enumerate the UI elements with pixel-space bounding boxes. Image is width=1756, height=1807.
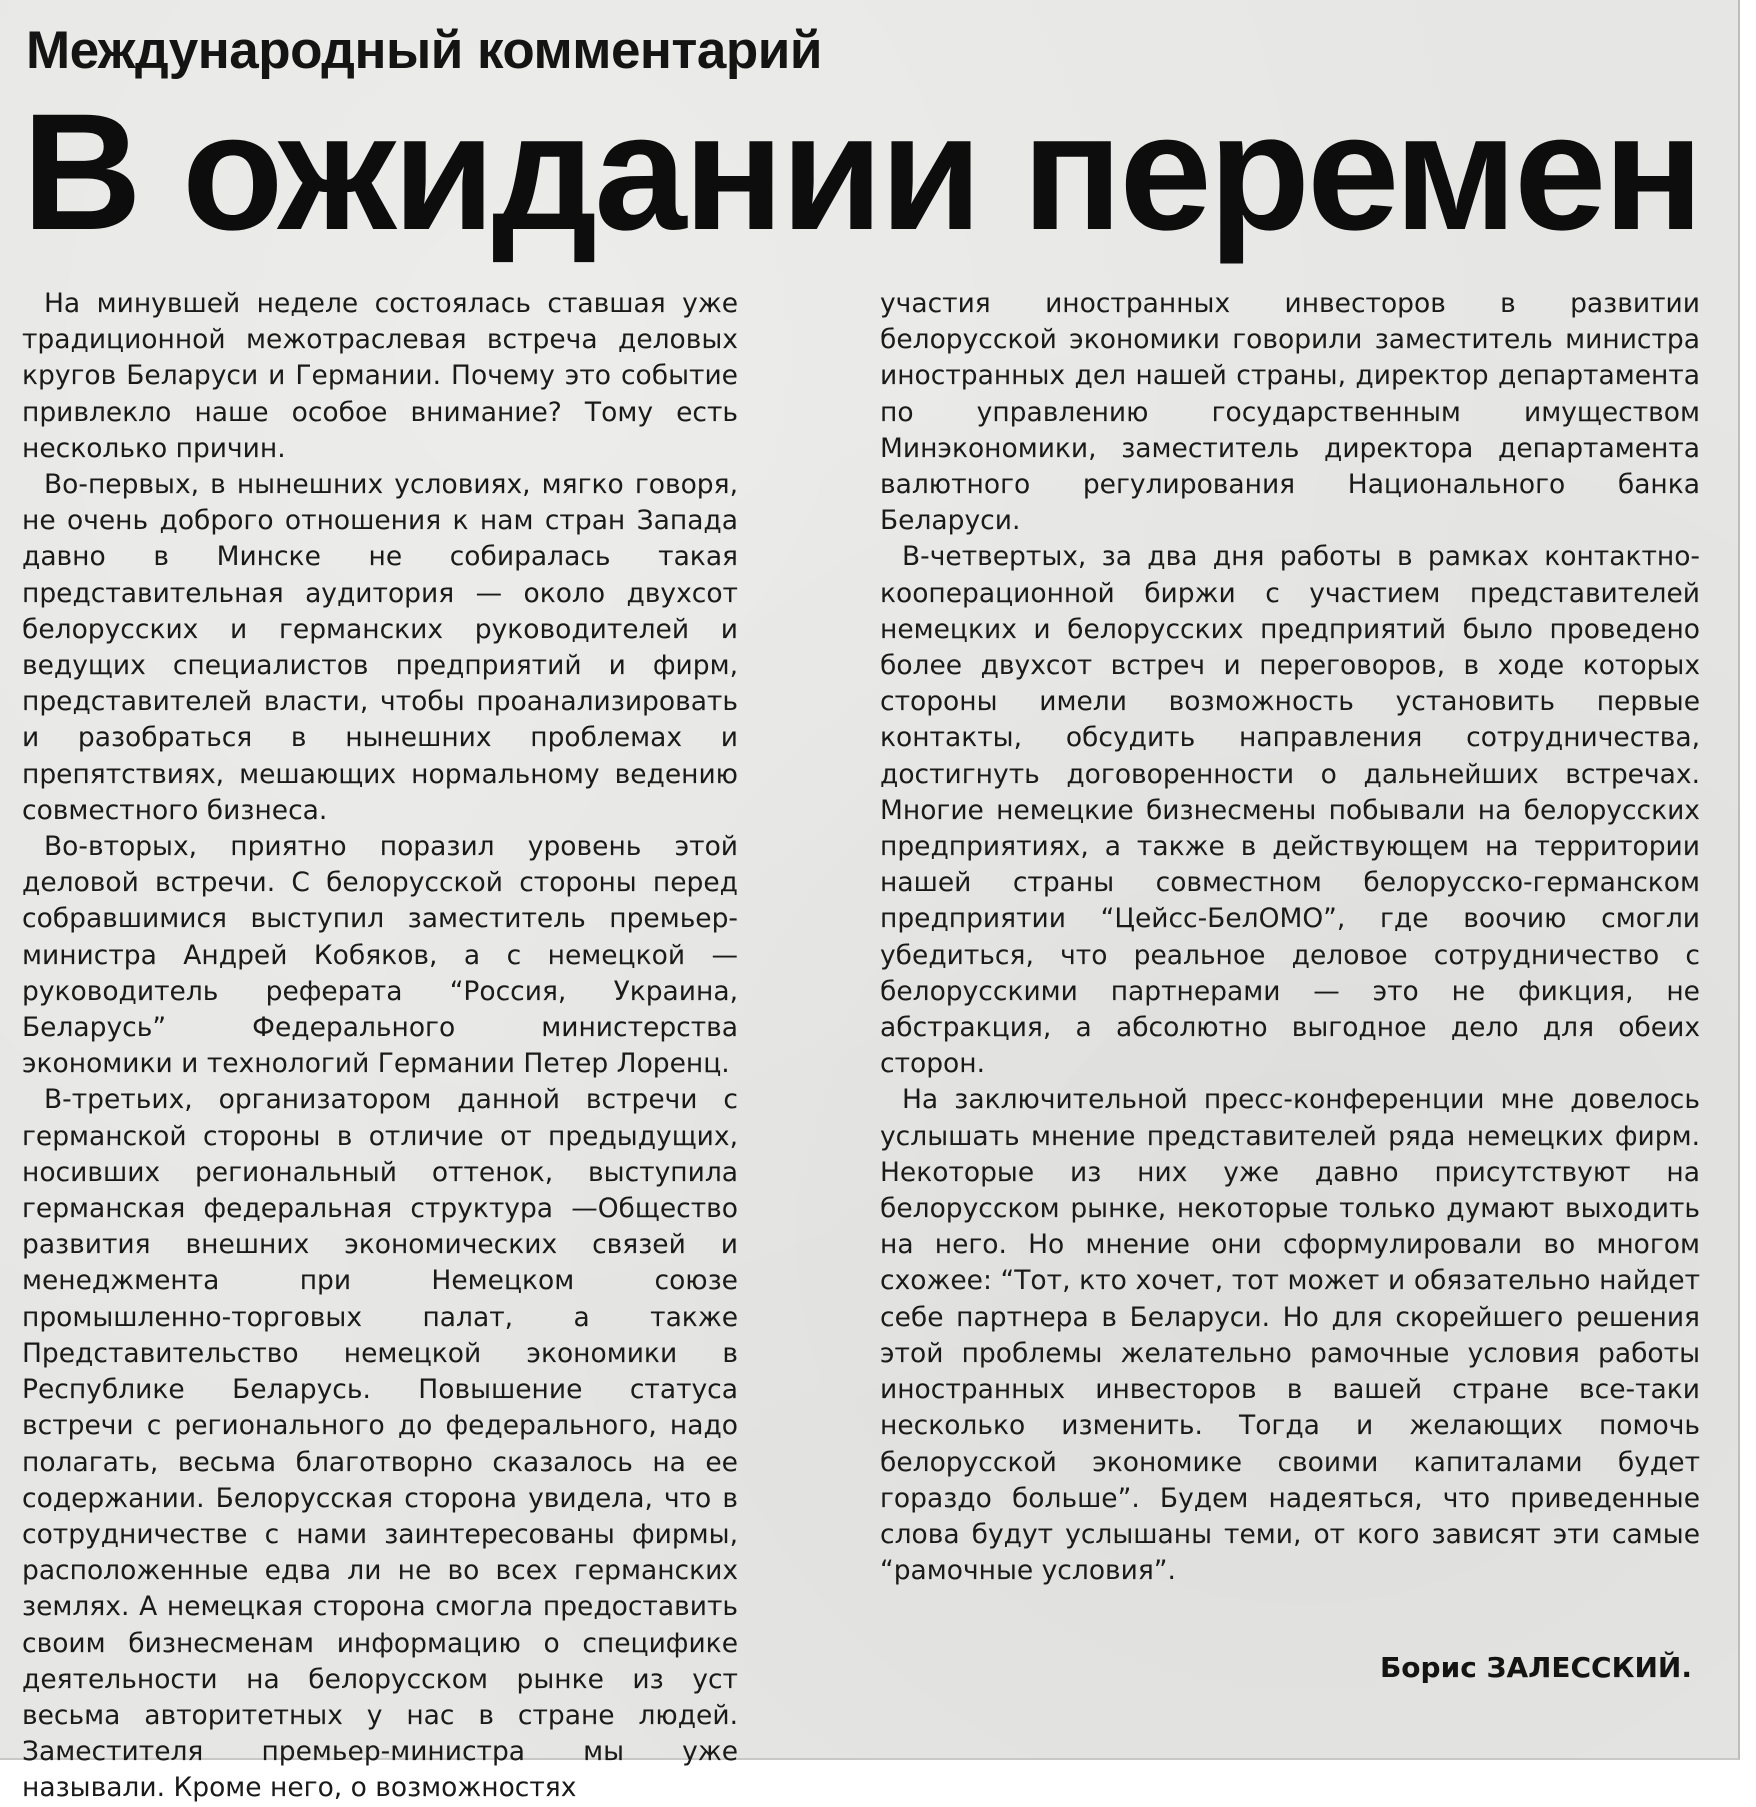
article-column-left (22, 286, 738, 1807)
article-column-right (880, 286, 1700, 1589)
paragraph: В-третьих, организатором данной встречи с германской стороны в отличие от предыдущих, носивших региональный оттенок, выступила германская федеральная структура —Общество развития внешних экономических связей и менеджмента при Немецком союзе промышленно-торговых палат, а также Представительство немецкой экономики в Республике Беларусь. Повышение статуса встречи с регионального до федерального, надо полагать, весьма благотворно сказалось на ее содержании. Белорусская сторона увидела, что в сотрудничестве с нами заинтересованы фирмы, расположенные едва ли не во всех германских землях. А немецкая сторона смогла предоставить своим бизнесменам информацию о специфике деятельности на белорусском рынке из уст весьма авторитетных у нас в стране людей. Заместителя премьер-министра мы уже называли. Кроме него, о возможностях (22, 1084, 738, 1804)
paragraph: На заключительной пресс-конференции мне довелось услышать мнение представителей ряда немецких фирм. Некоторые из них уже давно присутствуют на белорусском рынке, некоторые только думают выходить на него. Но мнение они сформулировали во многом схожее: “Тот, кто хочет, тот может и обязательно найдет себе партнера в Беларуси. Но для скорейшего решения этой проблемы желательно рамочные условия работы иностранных инвесторов в вашей стране все-таки несколько изменить. Тогда и желающих помочь белорусской экономике своими капиталами будет гораздо больше”. Будем надеяться, что приведенные слова будут услышаны теми, от кого зависят эти самые “рамочные условия”. (880, 1084, 1700, 1587)
paragraph: Во-первых, в нынешних условиях, мягко говоря, не очень доброго отношения к нам стран Запада давно в Минске не собиралась такая представительная аудитория — около двухсот белорусских и германских руководителей и ведущих специалистов предприятий и фирм, представителей власти, чтобы проанализировать и разобраться в нынешних проблемах и препятствиях, мешающих нормальному ведению совместного бизнеса. (22, 469, 738, 826)
paragraph: участия иностранных инвесторов в развитии белорусской экономики говорили заместитель министра иностранных дел нашей страны, директор департамента по управлению государственным имуществом Минэкономики, заместитель директора департамента валютного регулирования Национального банка Беларуси. (880, 288, 1700, 537)
paragraph: В-четвертых, за два дня работы в рамках контактно-кооперационной биржи с участием представителей немецких и белорусских предприятий было проведено более двухсот встреч и переговоров, в ходе которых стороны имели возможность установить первые контакты, обсудить направления сотрудничества, достигнуть договоренности о дальнейших встречах. Многие немецкие бизнесмены побывали на белорусских предприятиях, а также в действующем на территории нашей страны совместном белорусско-германском предприятии “Цейсс-БелОМО”, где воочию смогли убедиться, что реальное деловое сотрудничество с белорусскими партнерами — это не фикция, не абстракция, а абсолютно выгодное дело для обеих сторон. (880, 541, 1700, 1080)
author-signature: Борис ЗАЛЕССКИЙ. (1379, 1651, 1692, 1684)
paragraph: На минувшей неделе состоялась ставшая уже традиционной межотраслевая встреча деловых кругов Беларуси и Германии. Почему это событие привлекло наше особое внимание? Тому есть несколько причин. (22, 288, 738, 464)
article-headline: В ожидании перемен (22, 80, 1701, 265)
rubric-heading: Международный комментарий (26, 21, 822, 80)
paragraph: Во-вторых, приятно поразил уровень этой деловой встречи. С белорусской стороны перед собравшимися выступил заместитель премьер-министра Андрей Кобяков, а с немецкой — руководитель реферата “Россия, Украина, Беларусь” Федерального министерства экономики и технологий Германии Петер Лоренц. (22, 831, 738, 1080)
